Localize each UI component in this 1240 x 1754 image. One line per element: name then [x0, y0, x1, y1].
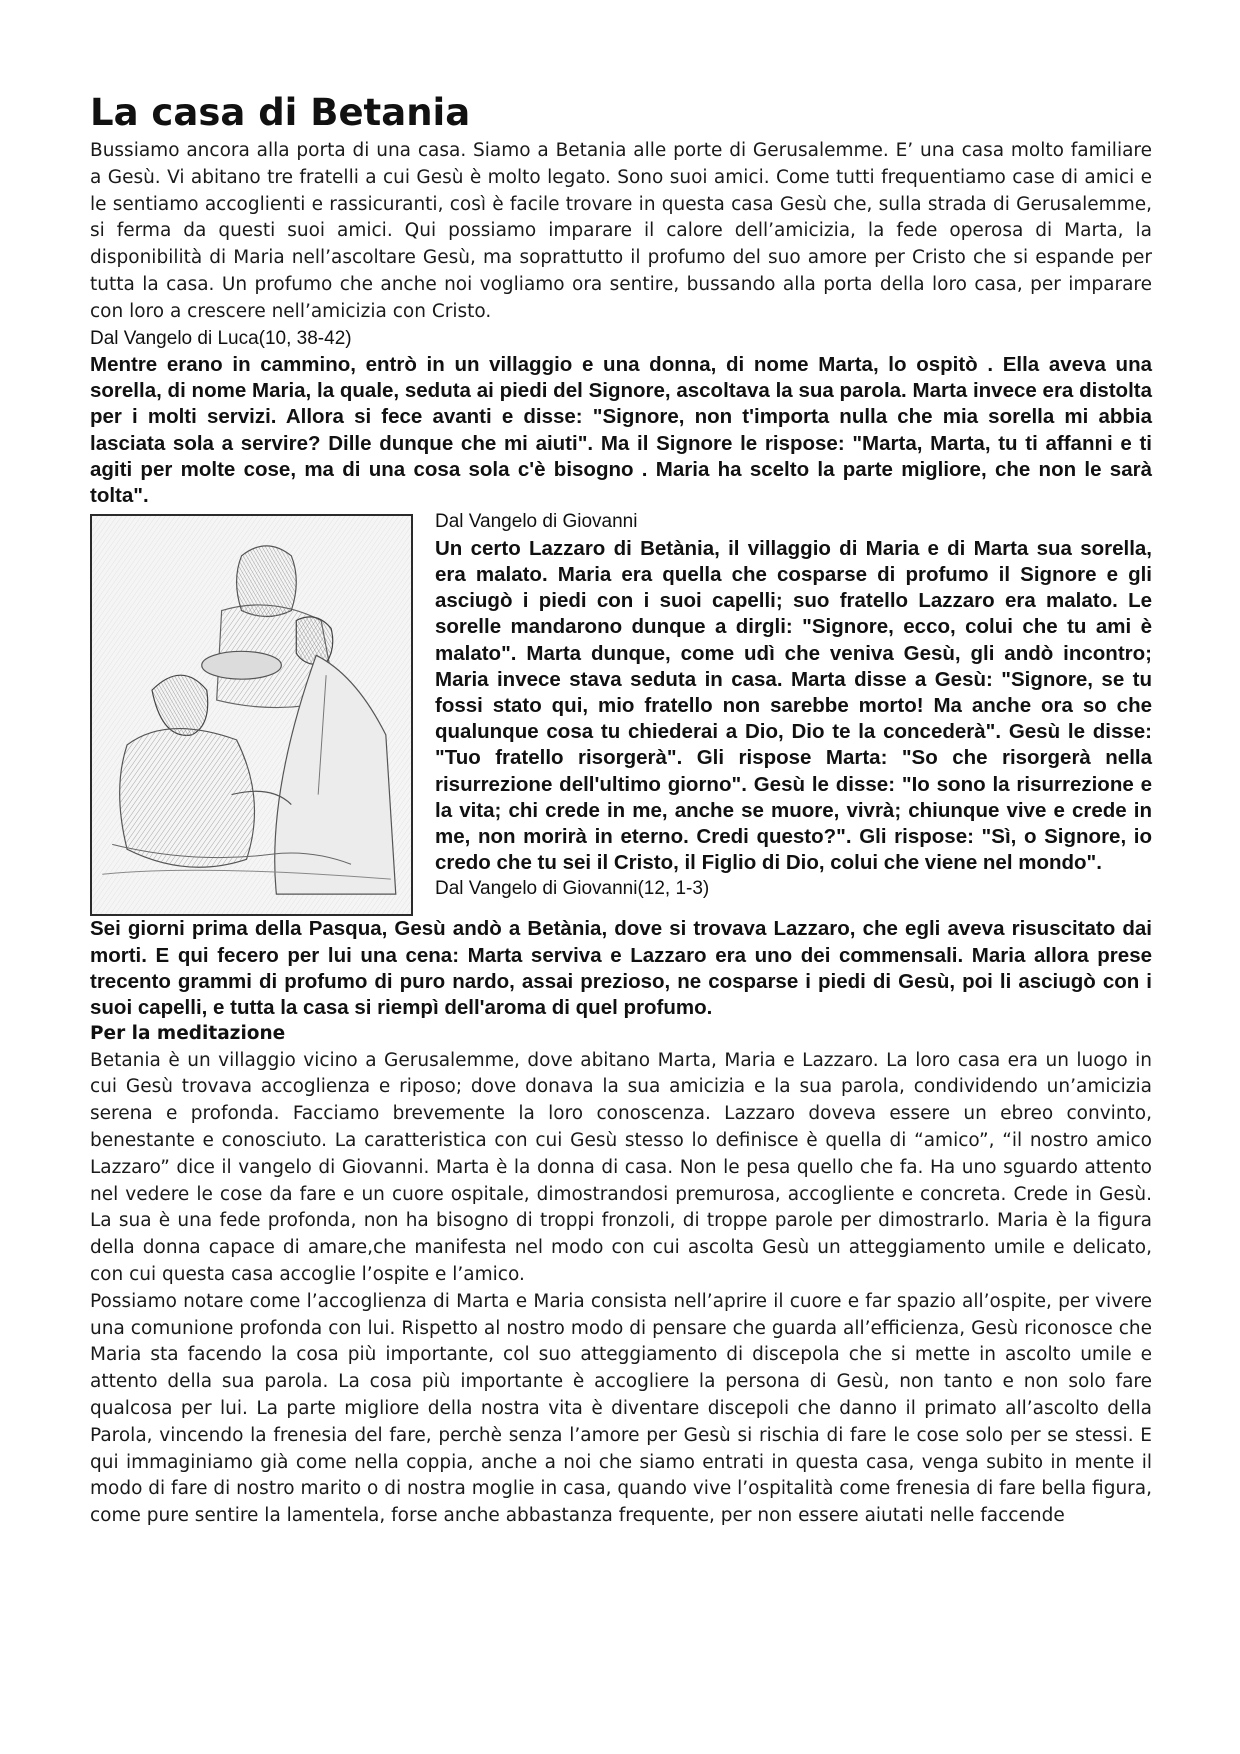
page-title: La casa di Betania: [90, 91, 471, 134]
luke-heading: Dal Vangelo di Luca(10, 38-42): [90, 327, 352, 349]
luke-passage: Mentre erano in cammino, entrò in un villaggio e una donna, di nome Marta, lo ospitò . Ella aveva una sorella, di nome Maria, la quale, seduta ai piedi del Signore, ascoltava la sua parola. Marta invece era distolta per i molti servizi. Allora si fece avanti e disse: "Signore, non t'importa nulla che mia sorella mi abbia lasciata sola a servire? Dille dunque che mi aiuti". Ma il Signore le rispose: "Marta, Marta, tu ti affanni e ti agiti per molte cose, ma di una cosa sola c'è bisogno . Maria ha scelto la parte migliore, che non le sarà tolta".: [90, 353, 1152, 508]
john12-heading: Dal Vangelo di Giovanni(12, 1-3): [435, 878, 710, 900]
meditation-paragraph-2: Possiamo notare come l’accoglienza di Marta e Maria consista nell’aprire il cuore e far spazio all’ospite, per vivere una comunione profonda con lui. Rispetto al nostro modo di pensare che guarda all’efficienza, Gesù riconosce che Maria sta facendo la cosa più importante, col suo atteggiamento di discepola che si mette in ascolto umile e attento della sua parola. La cosa più importante è accogliere la persona di Gesù, non tanto e non solo fare qualcosa per lui. La parte migliore della nostra vita è diventare discepoli che danno il primato all’ascolto della Parola, vincendo la frenesia del fare, perchè senza l’amore per Gesù si rischia di fare le cose solo per se stessi. E qui immaginiamo già come nella coppia, anche a noi che siamo entrati in questa casa, venga subito in mente il modo di fare di nostro marito o di nostra moglie in casa, quando vive l’ospitalità come frenesia di fare bella figura, come pure sentire la lamentela, forse anche abbastanza frequente, per non essere aiutati nelle faccende: [90, 1290, 1152, 1527]
pencil-drawing-icon: [92, 516, 411, 914]
meditation-heading: Per la meditazione: [90, 1023, 286, 1045]
sketch-illustration: [90, 514, 413, 916]
john-heading: Dal Vangelo di Giovanni: [435, 511, 638, 533]
john12-passage: Sei giorni prima della Pasqua, Gesù andò a Betània, dove si trovava Lazzaro, che egli aveva risuscitato dai morti. E qui fecero per lui una cena: Marta serviva e Lazzaro era uno dei commensali. Maria allora prese trecento grammi di profumo di puro nardo, assai prezioso, ne cosparse i piedi di Gesù, poi li asciugò con i suoi capelli, e tutta la casa si riempì dell'aroma di quel profumo.: [90, 917, 1152, 1019]
intro-paragraph: Bussiamo ancora alla porta di una casa. Siamo a Betania alle porte di Gerusalemme. E’ una casa molto familiare a Gesù. Vi abitano tre fratelli a cui Gesù è molto legato. Sono suoi amici. Come tutti frequentiamo case di amici e le sentiamo accoglienti e rassicuranti, così è facile trovare in questa casa Gesù che, sulla strada di Gerusalemme, si ferma da questi suoi amici. Qui possiamo imparare il calore dell’amicizia, la fede operosa di Marta, la disponibilità di Maria nell’ascoltare Gesù, ma soprattutto il profumo del suo amore per Cristo che si espande per tutta la casa. Un profumo che anche noi vogliamo ora sentire, bussando alla porta della loro casa, per imparare con loro a crescere nell’amicizia con Cristo.: [90, 140, 1152, 322]
john-section: [90, 509, 1152, 916]
meditation-paragraph-1: Betania è un villaggio vicino a Gerusalemme, dove abitano Marta, Maria e Lazzaro. La loro casa era un luogo in cui Gesù trovava accoglienza e riposo; dove donava la sua amicizia e la sua parola, condividendo un’amicizia serena e profonda. Facciamo brevemente la loro conoscenza. Lazzaro doveva essere un ebreo convinto, benestante e conosciuto. La caratteristica con cui Gesù stesso lo definisce è quella di “amico”, “il nostro amico Lazzaro” dice il vangelo di Giovanni. Marta è la donna di casa. Non le pesa quello che fa. Ha uno sguardo attento nel vedere le cose da fare e un cuore ospitale, dimostrandosi premurosa, accogliente e concreta. Crede in Gesù. La sua è una fede profonda, non ha bisogno di troppi fronzoli, di troppe parole per dimostrarlo. Maria è la figura della donna capace di amare,che manifesta nel modo con cui ascolta Gesù un atteggiamento umile e delicato, con cui questa casa accoglie l’ospite e l’amico.: [90, 1049, 1152, 1285]
john-passage: Un certo Lazzaro di Betània, il villaggio di Maria e di Marta sua sorella, era malato. Maria era quella che cosparse di profumo il Signore e gli asciugò i piedi con i suoi capelli; suo fratello Lazzaro era malato. Le sorelle mandarono dunque a dirgli: "Signore, ecco, colui che tu ami è malato". Marta dunque, come udì che veniva Gesù, gli andò incontro; Maria invece stava seduta in casa. Marta disse a Gesù: "Signore, se tu fossi stato qui, mio fratello non sarebbe morto! Ma anche ora so che qualunque cosa tu chiederai a Dio, Dio te la concederà". Gesù le disse: "Tuo fratello risorgerà". Gli rispose Marta: "So che risorgerà nella risurrezione dell'ultimo giorno". Gesù le disse: "Io sono la risurrezione e la vita; chi crede in me, anche se muore, vivrà; chiunque vive e crede in me, non morirà in eterno. Credi questo?". Gli rispose: "Sì, o Signore, io credo che tu sei il Cristo, il Figlio di Dio, colui che viene nel mondo".: [435, 536, 1152, 875]
document-page: [90, 90, 1152, 1530]
